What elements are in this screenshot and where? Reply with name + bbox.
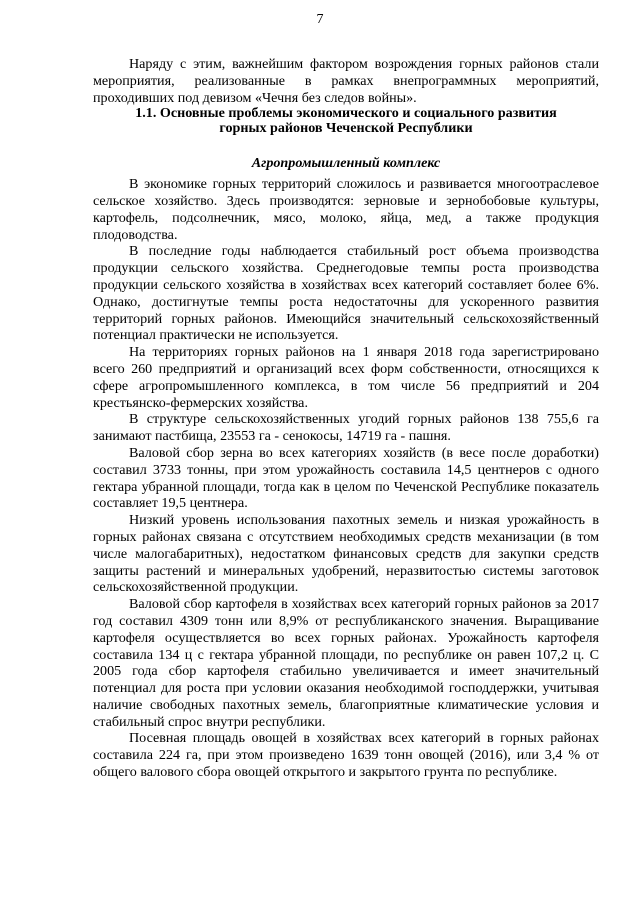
- section-heading-line-2: горных районов Чеченской Республики: [219, 119, 473, 136]
- body-paragraph: Посевная площадь овощей в хозяйствах всех категорий в горных районах составила 224 га, при этом произведено 1639 тонн овощей (2016), или 3,4 % от общего валового сбора овощей открытого и закрытого грунта по республике.: [93, 730, 599, 781]
- body-paragraph: Низкий уровень использования пахотных земель и низкая урожайность в горных районах связана с отсутствием необходимых средств механизации (в том числе малогабаритных), недостатком финансовых средств для закупки средств защиты растений и минеральных удобрений, неразвитостью системы заготовок сельскохозяйственной продукции.: [93, 512, 599, 596]
- body-paragraph: В последние годы наблюдается стабильный рост объема производства продукции сельского хозяйства. Среднегодовые темпы роста производства продукции сельского хозяйства в хозяйствах всех категорий составляет более 6%. Однако, достигнутые темпы роста недостаточны для ускоренного развития территорий горных районов. Имеющийся значительный сельскохозяйственный потенциал практически не используется.: [93, 243, 599, 344]
- section-heading-line-1: 1.1. Основные проблемы экономического и социального развития: [135, 105, 557, 122]
- body-paragraph: В структуре сельскохозяйственных угодий горных районов 138 755,6 га занимают пастбища, 23553 га - сенокосы, 14719 га - пашня.: [93, 411, 599, 445]
- body-paragraph: В экономике горных территорий сложилось и развивается многоотраслевое сельское хозяйство. Здесь производятся: зерновые и зернобобовые культуры, картофель, подсолнечник, мясо, молоко, яйца, мед, а также продукция плодоводства.: [93, 176, 599, 243]
- intro-paragraph: Наряду с этим, важнейшим фактором возрождения горных районов стали мероприятия, реализованные в рамках внепрограммных мероприятий, проходивших под девизом «Чечня без следов войны».: [93, 56, 599, 106]
- body-paragraph: Валовой сбор зерна во всех категориях хозяйств (в весе после доработки) составил 3733 тонны, при этом урожайность составила 14,5 центнеров с одного гектара убранной площади, тогда как в целом по Чеченской Республике показатель составляет 19,5 центнера.: [93, 444, 599, 512]
- page-content: [93, 56, 599, 781]
- body-paragraph: На территориях горных районов на 1 января 2018 года зарегистрировано всего 260 предприятий и организаций всех форм собственности, относящихся к сфере агропромышленного комплекса, в том числе 56 предприятий и 204 крестьянско-фермерских хозяйства.: [93, 344, 599, 411]
- section-heading: [93, 106, 599, 135]
- page-number: 7: [316, 12, 324, 27]
- subsection-title: Агропромышленный комплекс: [251, 155, 441, 172]
- body-paragraph: Валовой сбор картофеля в хозяйствах всех категорий горных районов за 2017 год составил 4309 тонн или 8,9% от республиканского значения. Выращивание картофеля осуществляется во всех горных районах. Урожайность картофеля составила 134 ц с гектара убранной площади, по республике он равен 107,2 ц. С 2005 года сбор картофеля стабильно увеличивается и имеет значительный потенциал для роста при условии оказания необходимой господдержки, учитывая наличие свободных пахотных земель, благоприятные климатические условия и стабильный спрос внутри республики.: [93, 596, 599, 730]
